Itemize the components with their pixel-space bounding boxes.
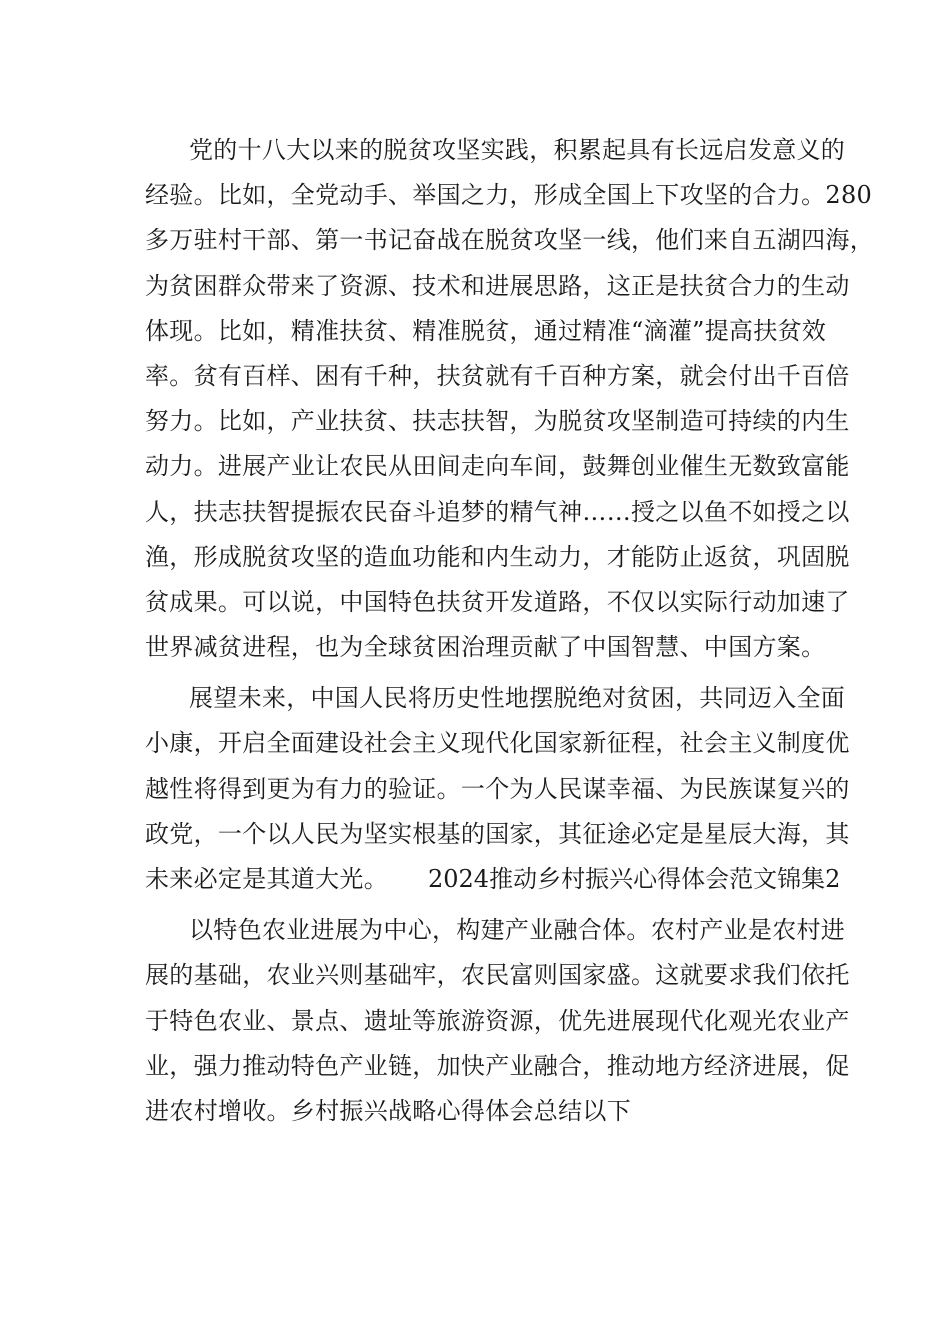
paragraph-3-line-3: 于特色农业、景点、遗址等旅游资源，优先进展现代化观光农业产 — [145, 1006, 850, 1035]
paragraph-2-line-1: 展望未来，中国人民将历史性地摆脱绝对贫困，共同迈入全面 — [189, 684, 846, 713]
paragraph-2-line-5 — [145, 857, 841, 902]
paragraph-1-line-2: 经验。比如，全党动手、举国之力，形成全国上下攻坚的合力。280 — [145, 181, 873, 210]
paragraph-3-line-1: 以特色农业进展为中心，构建产业融合体。农村产业是农村进 — [189, 916, 846, 945]
paragraph-2-last-line: 未来必定是其道大光。 — [145, 865, 388, 893]
paragraph-1-line-3: 多万驻村干部、第一书记奋战在脱贫攻坚一线，他们来自五湖四海， — [145, 226, 874, 255]
paragraph-1-line-8: 动力。进展产业让农民从田间走向车间，鼓舞创业催生无数致富能 — [145, 452, 850, 481]
paragraph-2-line-2: 小康，开启全面建设社会主义现代化国家新征程，社会主义制度优 — [145, 729, 850, 758]
paragraph-1-line-1: 党的十八大以来的脱贫攻坚实践，积累起具有长远启发意义的 — [189, 136, 846, 164]
paragraph-1-line-4: 为贫困群众带来了资源、技术和进展思路，这正是扶贫合力的生动 — [145, 271, 850, 300]
document-body — [145, 128, 874, 1134]
section-heading: 2024推动乡村振兴心得体会范文锦集2 — [428, 865, 841, 893]
paragraph-1-line-9: 人，扶志扶智提振农民奋斗追梦的精气神……授之以鱼不如授之以 — [145, 497, 850, 526]
paragraph-3-line-4: 业，强力推动特色产业链，加快产业融合，推动地方经济进展，促 — [145, 1051, 850, 1080]
paragraph-2-line-4: 政党，一个以人民为坚实根基的国家，其征途必定是星辰大海，其 — [145, 819, 850, 848]
paragraph-3-line-5: 进农村增收。乡村振兴战略心得体会总结以下 — [145, 1096, 631, 1125]
paragraph-1-line-11: 贫成果。可以说，中国特色扶贫开发道路，不仅以实际行动加速了 — [145, 587, 850, 616]
paragraph-3-line-2: 展的基础，农业兴则基础牢，农民富则国家盛。这就要求我们依托 — [145, 961, 850, 990]
paragraph-2-line-3: 越性将得到更为有力的验证。一个为人民谋幸福、为民族谋复兴的 — [145, 774, 850, 803]
paragraph-1-line-6: 率。贫有百样、困有千种，扶贫就有千百种方案，就会付出千百倍 — [145, 361, 850, 390]
paragraph-1-line-5: 体现。比如，精准扶贫、精准脱贫，通过精准“滴灌”提高扶贫效 — [145, 316, 827, 345]
paragraph-1-line-7: 努力。比如，产业扶贫、扶志扶智，为脱贫攻坚制造可持续的内生 — [145, 407, 850, 436]
paragraph-1-line-10: 渔，形成脱贫攻坚的造血功能和内生动力，才能防止返贫，巩固脱 — [145, 542, 850, 571]
paragraph-1-line-12: 世界减贫进程，也为全球贫困治理贡献了中国智慧、中国方案。 — [145, 633, 826, 662]
